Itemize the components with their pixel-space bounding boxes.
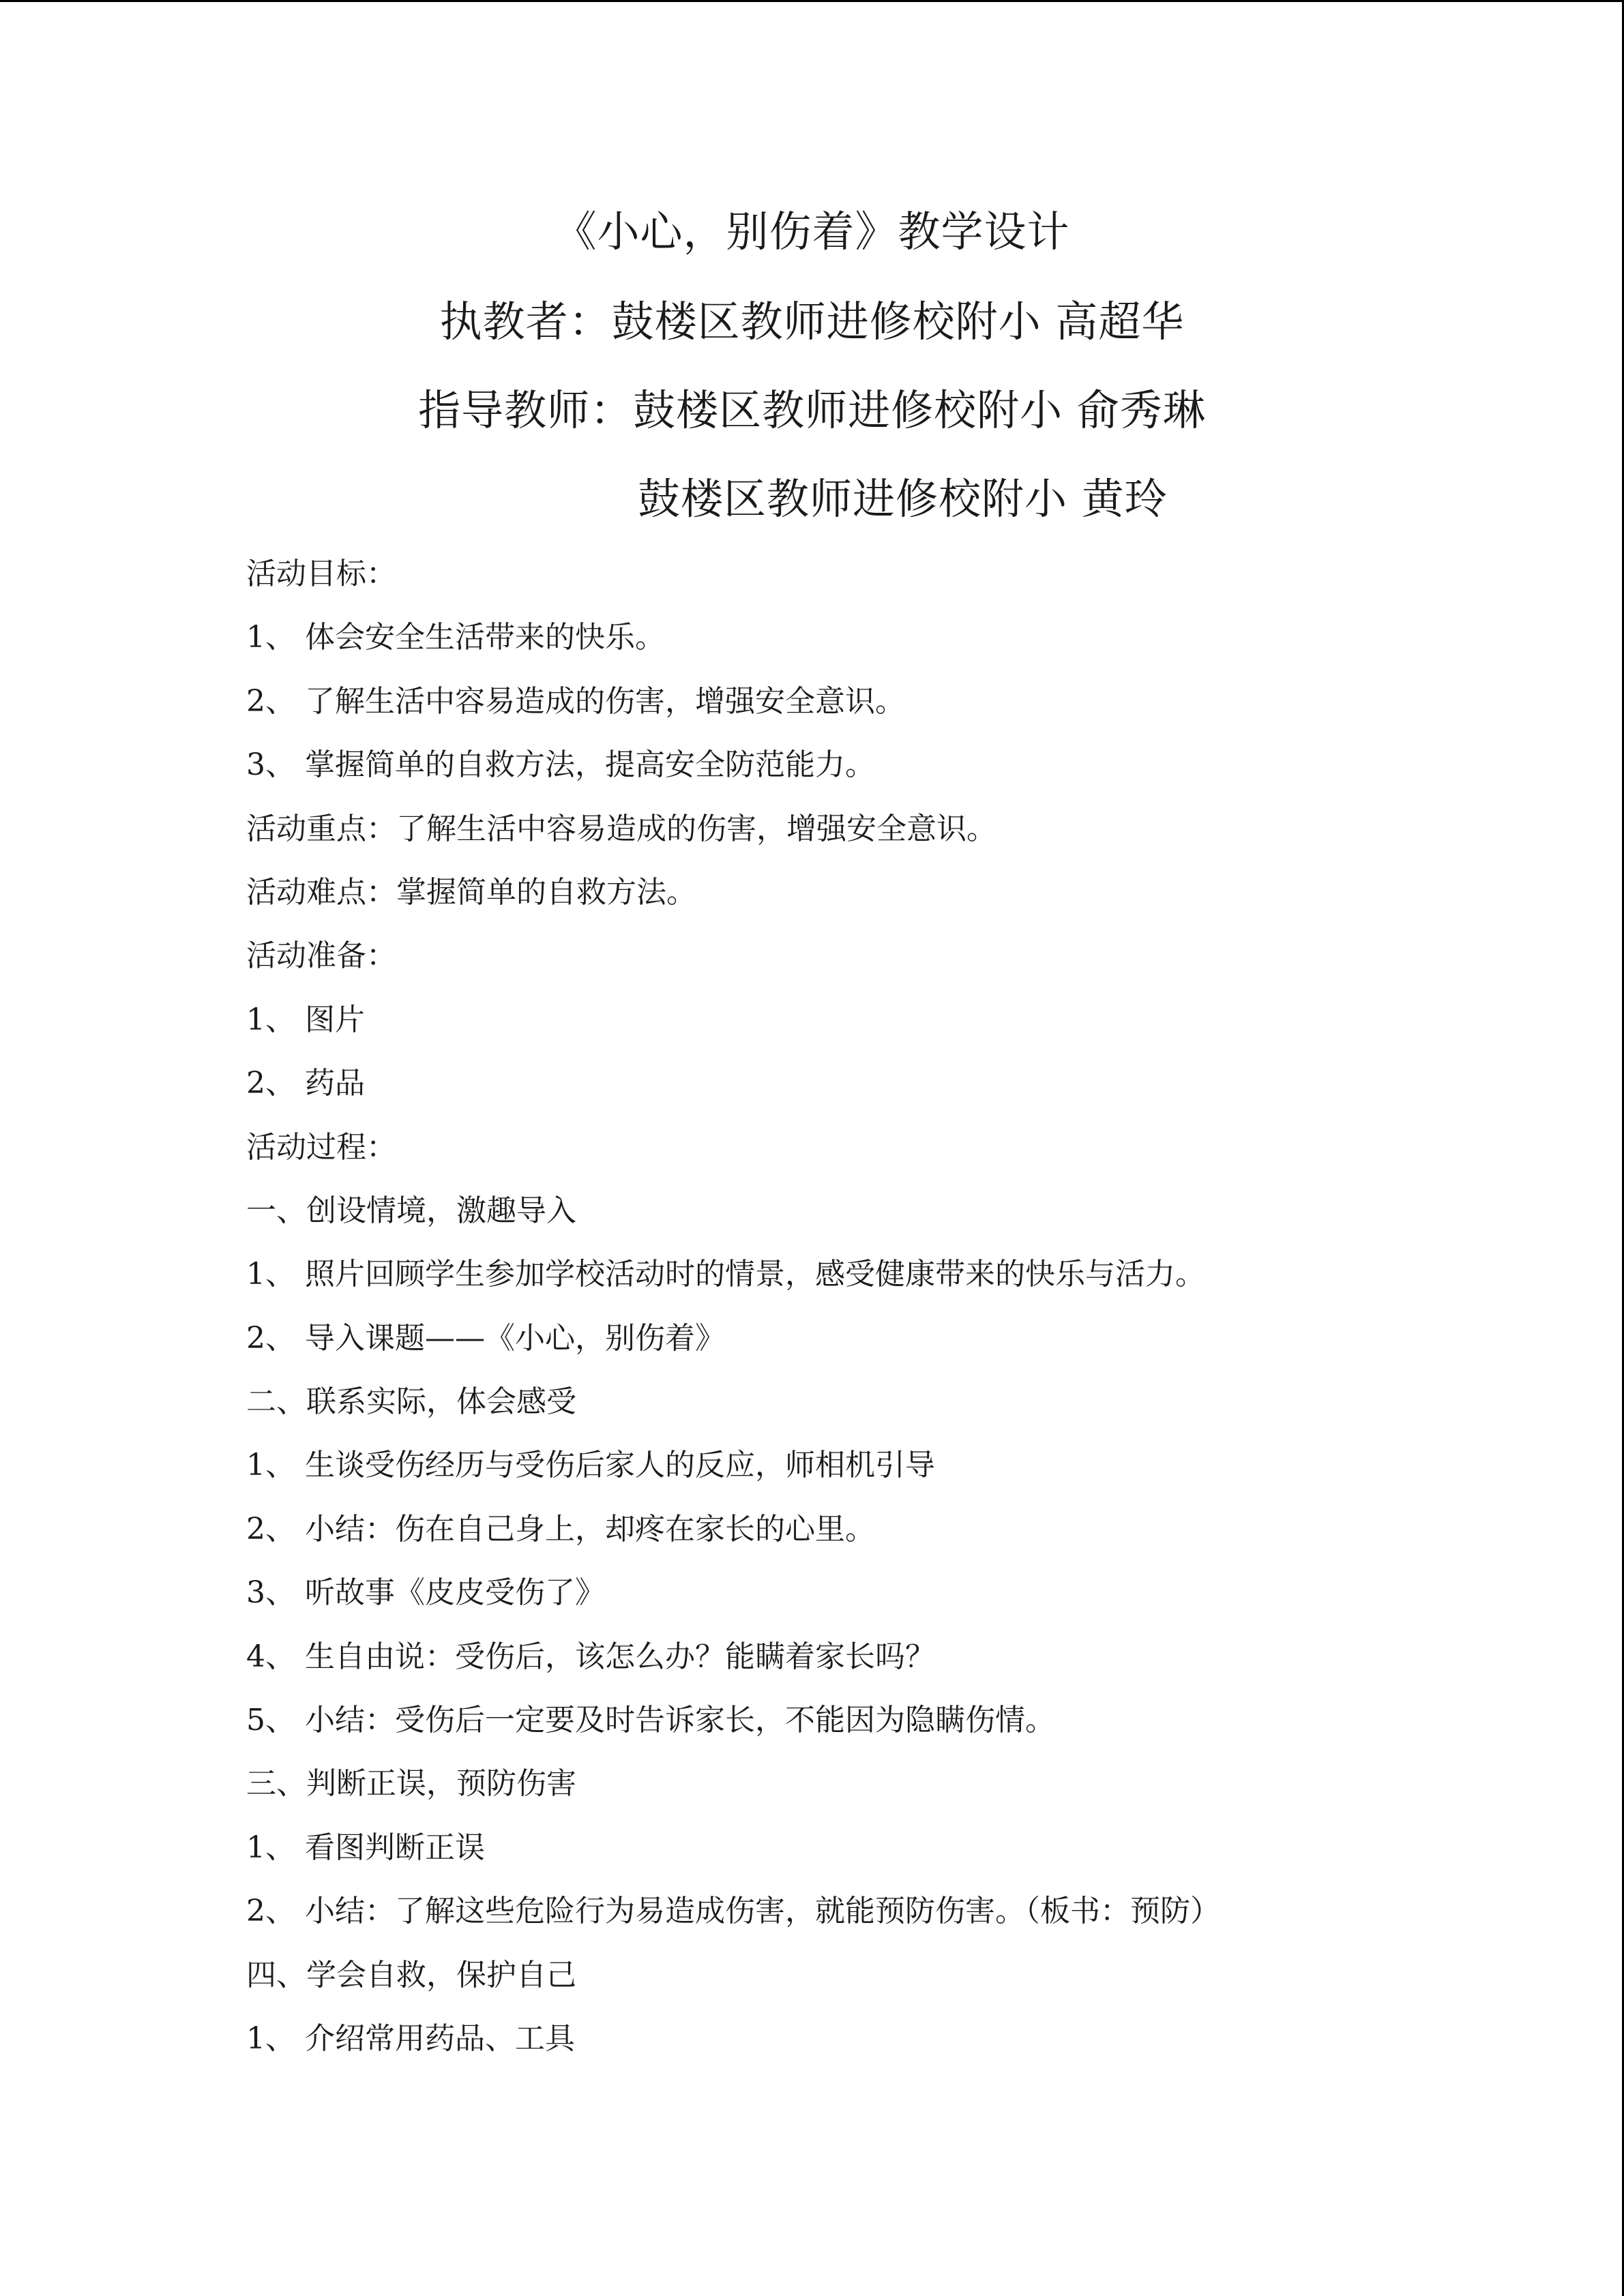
line-text: 掌握简单的自救方法，提高安全防范能力。 [305,747,875,783]
text-line [246,606,1406,669]
text-line [246,1943,1406,2007]
line-text: 药品 [305,1066,365,1101]
document-body [246,542,1406,2070]
line-text: 小结：受伤后一定要及时告诉家长，不能因为隐瞒伤情。 [305,1703,1055,1738]
text-line [246,1370,1406,1433]
item-number: 1、 [246,1257,295,1292]
line-text: 体会安全生活带来的快乐。 [305,620,665,655]
text-line [246,861,1406,924]
text-line [246,1688,1406,1752]
text-line [246,988,1406,1052]
line-text: 小结：伤在自己身上，却疼在家长的心里。 [305,1511,875,1547]
text-line [246,1116,1406,1179]
line-text: 导入课题——《小心，别伤着》 [305,1320,725,1356]
text-line [246,1433,1406,1497]
line-text: 了解生活中容易造成的伤害，增强安全意识。 [305,683,905,719]
text-line [246,1816,1406,1879]
text-line [246,1561,1406,1624]
text-line [246,797,1406,861]
text-line [246,733,1406,796]
text-line [246,1879,1406,1943]
line-text: 活动重点：了解生活中容易造成的伤害，增强安全意识。 [246,811,996,846]
guide-teacher-line: 指导教师：鼓楼区教师进修校附小 俞秀琳 [418,385,1206,435]
text-line [246,542,1406,606]
item-number: 1、 [246,1830,295,1865]
text-line [246,670,1406,733]
line-text: 四、学会自救，保护自己 [246,1957,576,1993]
guide-teacher-line-2: 鼓楼区教师进修校附小 黄玲 [638,474,1168,524]
line-text: 活动难点：掌握简单的自救方法。 [246,874,696,910]
line-text: 图片 [305,1002,365,1037]
document-title: 《小心，别伤着》教学设计 [554,207,1070,256]
item-number: 1、 [246,620,295,655]
text-line [246,1052,1406,1115]
line-text: 活动目标： [246,556,396,591]
item-number: 2、 [246,1894,295,1929]
line-text: 活动准备： [246,938,396,974]
text-line [246,924,1406,987]
line-text: 小结：了解这些危险行为易造成伤害，就能预防伤害。（板书：预防） [305,1894,1220,1929]
item-number: 2、 [246,1511,295,1547]
text-line [246,1307,1406,1370]
line-text: 二、联系实际，体会感受 [246,1384,576,1420]
item-number: 1、 [246,1448,295,1483]
line-text: 看图判断正误 [305,1830,485,1865]
line-text: 一、创设情境，激趣导入 [246,1193,576,1228]
text-line [246,1752,1406,1815]
item-number: 2、 [246,683,295,719]
page-border-top [0,0,1624,2]
line-text: 生谈受伤经历与受伤后家人的反应，师相机引导 [305,1448,935,1483]
text-line [246,2007,1406,2070]
item-number: 3、 [246,1575,295,1611]
text-line [246,1625,1406,1688]
item-number: 2、 [246,1066,295,1101]
line-text: 听故事《皮皮受伤了》 [305,1575,605,1611]
item-number: 5、 [246,1703,295,1738]
line-text: 三、判断正误，预防伤害 [246,1766,576,1802]
line-text: 照片回顾学生参加学校活动时的情景，感受健康带来的快乐与活力。 [305,1257,1205,1292]
teacher-line: 执教者：鼓楼区教师进修校附小 高超华 [439,297,1185,346]
line-text: 活动过程： [246,1129,396,1165]
item-number: 2、 [246,1320,295,1356]
item-number: 1、 [246,1002,295,1037]
item-number: 1、 [246,2021,295,2056]
text-line [246,1497,1406,1561]
text-line [246,1242,1406,1306]
item-number: 3、 [246,747,295,783]
item-number: 4、 [246,1639,295,1674]
line-text: 介绍常用药品、工具 [305,2021,575,2056]
text-line [246,1179,1406,1242]
line-text: 生自由说：受伤后，该怎么办？能瞒着家长吗？ [305,1639,935,1674]
